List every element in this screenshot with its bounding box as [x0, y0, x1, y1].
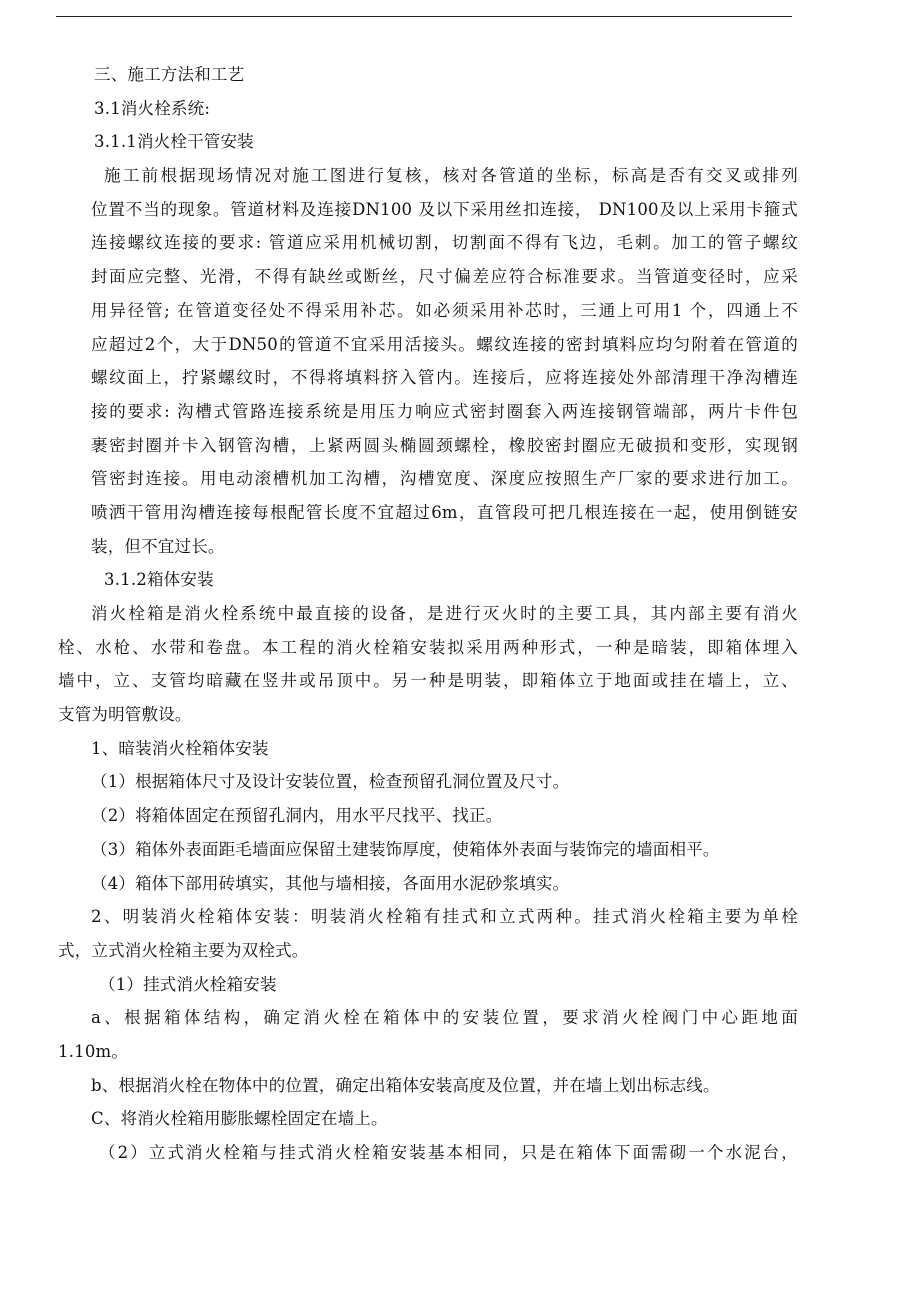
paragraph-line: C、将消火栓箱用膨胀螺栓固定在墙上。 [91, 1109, 388, 1129]
paragraph-line: a、根据箱体结构，确定消火栓在箱体中的安装位置，要求消火栓阀门中心距地面 [91, 1008, 798, 1028]
subsection-heading: 3.1.1消火栓干管安装 [94, 132, 254, 152]
paragraph-line: 喷洒干管用沟槽连接每根配管长度不宜超过6m，直管段可把几根连接在一起，使用倒链安 [91, 502, 798, 522]
paragraph-line: b、根据消火栓在物体中的位置，确定出箱体安装高度及位置，并在墙上划出标志线。 [91, 1075, 720, 1095]
list-heading: （1）挂式消火栓箱安装 [99, 974, 277, 994]
paragraph-line: 施工前根据现场情况对施工图进行复核，核对各管道的坐标，标高是否有交叉或排列 [104, 166, 798, 186]
paragraph-line: 装，但不宜过长。 [91, 536, 225, 556]
document-body [58, 58, 798, 1170]
paragraph-line: 裹密封圈并卡入钢管沟槽，上紧两圆头椭圆颈螺栓，橡胶密封圈应无破损和变形，实现钢 [91, 435, 798, 455]
paragraph-line: 式，立式消火栓箱主要为双栓式。 [58, 940, 309, 960]
paragraph-line: （2）立式消火栓箱与挂式消火栓箱安装基本相同，只是在箱体下面需砌一个水泥台， [99, 1143, 798, 1162]
paragraph-line: 用异径管; 在管道变径处不得采用补芯。如必须采用补芯时，三通上可用1 个，四通上不 [91, 300, 798, 320]
paragraph-line: 位置不当的现象。管道材料及连接DN100 及以下采用丝扣连接， DN100及以上采用卡箍式 [91, 199, 798, 219]
list-item: （3）箱体外表面距毛墙面应保留土建装饰厚度，使箱体外表面与装饰完的墙面相平。 [91, 839, 720, 859]
paragraph-line: 栓、水枪、水带和卷盘。本工程的消火栓箱安装拟采用两种形式，一种是暗装，即箱体埋入 [58, 637, 798, 657]
paragraph-line: 支管为明管敷设。 [58, 705, 192, 725]
subsection-heading: 3.1.2箱体安装 [104, 570, 214, 590]
paragraph-line: 墙中，立、支管均暗藏在竖井或吊顶中。另一种是明装，即箱体立于地面或挂在墙上，立、 [58, 671, 798, 691]
list-item: （1）根据箱体尺寸及设计安装位置，检查预留孔洞位置及尺寸。 [91, 772, 570, 792]
paragraph-line: 螺纹面上，拧紧螺纹时，不得将填料挤入管内。连接后，应将连接处外部清理干净沟槽连 [91, 368, 798, 388]
paragraph-line: 封面应完整、光滑，不得有缺丝或断丝，尺寸偏差应符合标准要求。当管道变径时，应采 [91, 267, 798, 287]
section-heading: 三、施工方法和工艺 [94, 65, 245, 84]
list-item: （2）将箱体固定在预留孔洞内，用水平尺找平、找正。 [91, 806, 503, 826]
list-heading: 1、暗装消火栓箱体安装 [91, 738, 269, 758]
header-rule [56, 16, 792, 17]
paragraph-line: 连接螺纹连接的要求: 管道应采用机械切割，切割面不得有飞边，毛刺。加工的管子螺纹 [91, 233, 798, 253]
paragraph-line: 管密封连接。用电动滚槽机加工沟槽，沟槽宽度、深度应按照生产厂家的要求进行加工。 [91, 469, 798, 489]
list-item: （4）箱体下部用砖填实，其他与墙相接，各面用水泥砂浆填实。 [91, 873, 570, 893]
paragraph-line: 应超过2个，大于DN50的管道不宜采用活接头。螺纹连接的密封填料应均匀附着在管道的 [91, 334, 798, 354]
paragraph-line: 消火栓箱是消火栓系统中最直接的设备，是进行灭火时的主要工具，其内部主要有消火 [91, 604, 798, 623]
paragraph-line: 2、明装消火栓箱体安装：明装消火栓箱有挂式和立式两种。挂式消火栓箱主要为单栓 [91, 907, 798, 927]
paragraph-line: 1.10m。 [58, 1041, 129, 1061]
subsection-heading: 3.1消火栓系统: [94, 98, 211, 118]
paragraph-line: 接的要求: 沟槽式管路连接系统是用压力响应式密封圈套入两连接钢管端部，两片卡件包 [91, 401, 798, 421]
